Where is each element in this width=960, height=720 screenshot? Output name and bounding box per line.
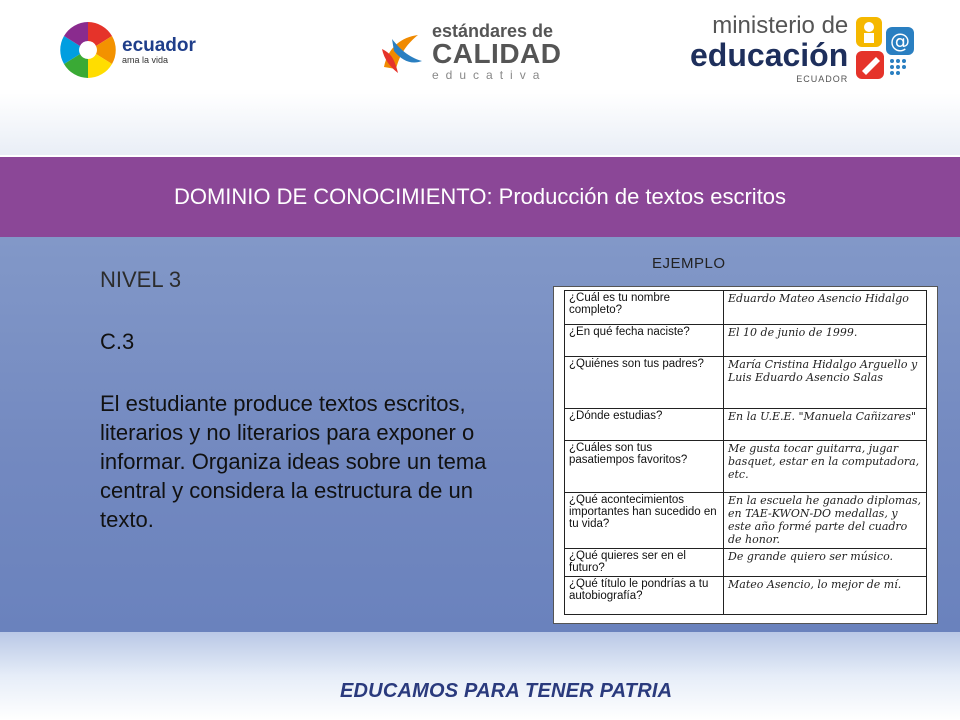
ecuador-logo [58, 20, 196, 80]
pregunta-cell: ¿Quiénes son tus padres? [565, 357, 724, 409]
footer [0, 632, 960, 720]
respuesta-cell: De grande quiero ser músico. [724, 549, 927, 577]
ejemplo-formulario [553, 286, 938, 624]
estandares-calidad-logo [378, 22, 562, 82]
ecuador-logo-tagline: ama la vida [122, 54, 169, 65]
ministerio-line1: ministerio de [712, 12, 849, 39]
slide-title-topic: Producción de textos escritos [492, 184, 787, 209]
pregunta-cell: ¿Qué título le pondrías a tu autobiografía? [565, 577, 724, 615]
table-row [565, 409, 927, 441]
respuesta-cell: Eduardo Mateo Asencio Hidalgo [724, 291, 927, 325]
ecuador-logo-name: ecuador [122, 34, 196, 56]
pregunta-cell: ¿Qué quieres ser en el futuro? [565, 549, 724, 577]
table-row [565, 493, 927, 549]
respuesta-cell: En la U.E.E. "Manuela Cañizares" [724, 409, 927, 441]
ministerio-line2: educación [690, 37, 849, 73]
estandares-line2: CALIDAD [432, 38, 562, 69]
ecuador-sun-icon [58, 20, 118, 80]
header [0, 0, 960, 155]
codigo-label: C.3 [100, 329, 135, 354]
ejemplo-label: EJEMPLO [652, 255, 726, 272]
svg-text:@: @ [890, 29, 911, 53]
table-row [565, 441, 927, 493]
pregunta-cell: ¿Dónde estudias? [565, 409, 724, 441]
descripcion-text: El estudiante produce textos escritos, literarios y no literarios para exponer o informar. Organiza ideas sobre un tema central y considera la estructura de un texto. [100, 391, 487, 532]
pregunta-cell: ¿Cuál es tu nombre completo? [565, 291, 724, 325]
respuesta-cell: Mateo Asencio, lo mejor de mí. [724, 577, 927, 615]
slide-title-prefix: DOMINIO DE CONOCIMIENTO: [173, 184, 493, 209]
table-row [565, 549, 927, 577]
pregunta-cell: ¿Qué acontecimientos importantes han sucedido en tu vida? [565, 493, 724, 549]
title-band [0, 157, 960, 237]
estandares-line3: educativa [432, 68, 547, 82]
table-row [565, 357, 927, 409]
pregunta-cell: ¿Cuáles son tus pasatiempos favoritos? [565, 441, 724, 493]
nivel-label: NIVEL 3 [100, 267, 182, 292]
ejemplo-table [564, 290, 927, 615]
respuesta-cell: En la escuela he ganado diplomas, en TAE-KWON-DO medallas, y este año formé parte del cuadro de honor. [724, 493, 927, 549]
respuesta-cell: Me gusta tocar guitarra, jugar basquet, estar en la computadora, etc. [724, 441, 927, 493]
pregunta-cell: ¿En qué fecha naciste? [565, 325, 724, 357]
estandares-line1: estándares de [432, 21, 554, 41]
table-row [565, 291, 927, 325]
table-row [565, 577, 927, 615]
slide-title [0, 157, 960, 237]
table-row [565, 325, 927, 357]
content-area [0, 237, 960, 632]
footer-slogan: EDUCAMOS PARA TENER PATRIA [340, 680, 673, 702]
ministerio-educacion-logo [690, 14, 918, 86]
respuesta-cell: María Cristina Hidalgo Arguello y Luis Eduardo Asencio Salas [724, 357, 927, 409]
estandares-mark-icon [378, 27, 426, 77]
ministerio-icons [854, 15, 918, 85]
respuesta-cell: El 10 de junio de 1999. [724, 325, 927, 357]
ministerio-line3: ECUADOR [796, 74, 849, 84]
